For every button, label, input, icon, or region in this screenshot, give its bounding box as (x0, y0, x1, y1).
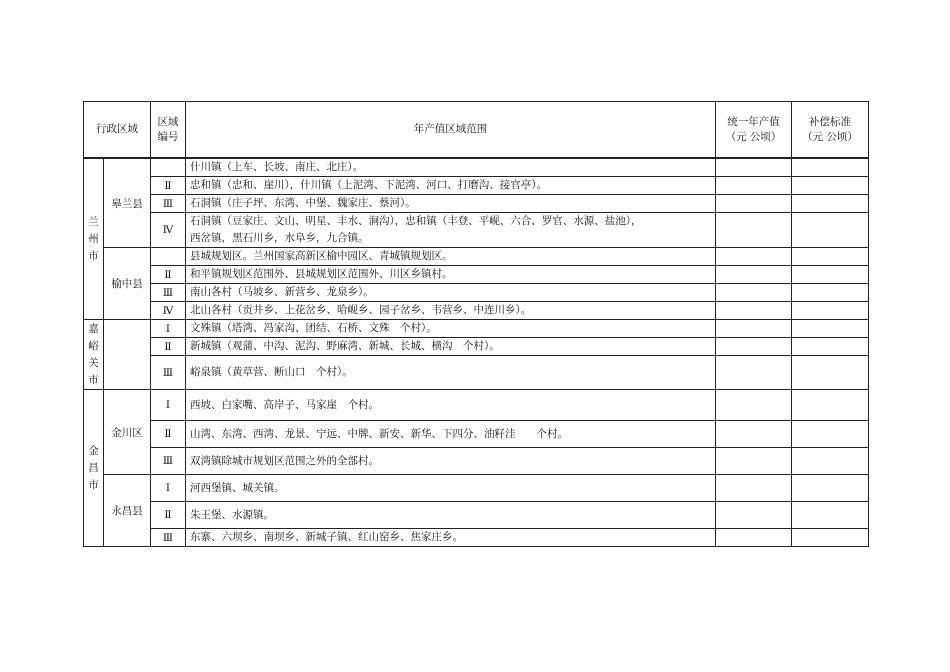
unified-value-cell (716, 195, 792, 213)
compensation-cell (792, 338, 869, 356)
compensation-cell (792, 302, 869, 320)
compensation-cell (792, 475, 869, 502)
header-compensation-line1: 补偿标准 (809, 115, 851, 128)
zone-scope: 山湾、东湾、西湾、龙景、宁远、中牌、新安、新华、下四分、油籽洼 个村。 (186, 421, 716, 448)
city-name-char: 州 (88, 232, 99, 245)
header-compensation (792, 102, 869, 159)
table-row (84, 213, 869, 248)
zone-scope (186, 213, 716, 248)
zone-scope: 双湾镇除城市规划区范围之外的全部村。 (186, 448, 716, 475)
zone-scope: 东寨、六坝乡、南坝乡、新城子镇、红山窑乡、焦家庄乡。 (186, 529, 716, 547)
table-row (84, 195, 869, 213)
city-name-char: 嘉 (88, 322, 99, 335)
zone-scope: 北山各村（贡井乡、上花岔乡、哈岘乡、园子岔乡、韦营乡、中连川乡）。 (186, 302, 716, 320)
compensation-cell (792, 177, 869, 195)
table-row (84, 448, 869, 475)
header-unified-value-line2: （元 公顷） (725, 130, 782, 143)
zone-scope: 朱王堡、水源镇。 (186, 502, 716, 529)
county-cell: 皋兰县 (104, 158, 151, 248)
zone-scope: 西坡、白家嘴、高岸子、马家崖 个村。 (186, 390, 716, 421)
compensation-cell (792, 158, 869, 177)
compensation-cell (792, 248, 869, 266)
zone-code: Ⅱ (151, 421, 186, 448)
zone-code: Ⅲ (151, 284, 186, 302)
compensation-cell (792, 421, 869, 448)
zone-code: Ⅲ (151, 448, 186, 475)
unified-value-cell (716, 338, 792, 356)
table-row (84, 502, 869, 529)
zone-scope: 峪泉镇（黄草营、断山口 个村）。 (186, 356, 716, 390)
unified-value-cell (716, 475, 792, 502)
zone-scope: 文殊镇（塔湾、冯家沟、团结、石桥、文殊 个村）。 (186, 320, 716, 338)
header-scope: 年产值区域范围 (186, 102, 716, 159)
unified-value-cell (716, 266, 792, 284)
header-unified-value (716, 102, 792, 159)
zone-code: Ⅰ (151, 390, 186, 421)
compensation-cell (792, 266, 869, 284)
unified-value-cell (716, 284, 792, 302)
city-cell-jiayuguan (84, 320, 104, 390)
unified-value-cell (716, 356, 792, 390)
unified-value-cell (716, 529, 792, 547)
unified-value-cell (716, 158, 792, 177)
table-row (84, 302, 869, 320)
unified-value-cell (716, 502, 792, 529)
zone-code (151, 248, 186, 266)
unified-value-cell (716, 390, 792, 421)
header-row (84, 102, 869, 159)
zone-code: Ⅲ (151, 529, 186, 547)
compensation-cell (792, 390, 869, 421)
city-name-char: 市 (88, 249, 99, 262)
city-name-char: 兰 (88, 215, 99, 228)
zone-scope: 和平镇规划区范围外、县城规划区范围外、川区乡镇村。 (186, 266, 716, 284)
table-row (84, 320, 869, 338)
county-cell: 金川区 (104, 390, 151, 475)
city-name-char: 关 (88, 356, 99, 369)
header-compensation-line2: （元 公顷） (802, 130, 858, 143)
zone-code: Ⅱ (151, 177, 186, 195)
compensation-cell (792, 213, 869, 248)
unified-value-cell (716, 302, 792, 320)
unified-value-cell (716, 248, 792, 266)
county-cell (104, 320, 151, 390)
city-name-char: 金 (88, 444, 99, 457)
zone-scope: 忠和镇（忠和、崖川），什川镇（上泥湾、下泥湾、河口、打磨沟、接官亭）。 (186, 177, 716, 195)
city-cell-lanzhou (84, 158, 104, 320)
zone-code: Ⅲ (151, 195, 186, 213)
table-row (84, 390, 869, 421)
compensation-cell (792, 195, 869, 213)
table-row (84, 356, 869, 390)
zone-scope: 新城镇（观蒲、中沟、泥沟、野麻湾、新城、长城、横沟 个村）。 (186, 338, 716, 356)
zone-code: Ⅰ (151, 320, 186, 338)
county-cell: 永昌县 (104, 475, 151, 547)
zone-code: Ⅳ (151, 213, 186, 248)
zone-code: Ⅳ (151, 302, 186, 320)
header-admin-region: 行政区域 (84, 102, 151, 159)
zone-code: Ⅱ (151, 502, 186, 529)
city-name-char: 昌 (88, 461, 99, 474)
city-name-char: 市 (88, 478, 99, 491)
county-cell: 榆中县 (104, 248, 151, 320)
compensation-cell (792, 502, 869, 529)
table-row (84, 177, 869, 195)
unified-value-cell (716, 213, 792, 248)
zone-scope: 河西堡镇、城关镇。 (186, 475, 716, 502)
zone-code: Ⅱ (151, 338, 186, 356)
compensation-cell (792, 529, 869, 547)
zone-scope: 县城规划区。兰州国家高新区榆中园区、青城镇规划区。 (186, 248, 716, 266)
table-row (84, 475, 869, 502)
compensation-table (83, 101, 869, 547)
zone-scope: 南山各村（马坡乡、新营乡、龙泉乡）。 (186, 284, 716, 302)
header-zone-code-line1: 区域 (157, 115, 179, 128)
zone-scope-line: 石洞镇（豆家庄、文山、明星、丰水、涧沟），忠和镇（丰登、平岘、六合、罗官、水源、盐池）， (190, 215, 642, 227)
city-name-char: 峪 (88, 339, 99, 352)
unified-value-cell (716, 320, 792, 338)
compensation-cell (792, 448, 869, 475)
header-unified-value-line1: 统一年产值 (727, 115, 780, 128)
unified-value-cell (716, 448, 792, 475)
table-row (84, 529, 869, 547)
table-row (84, 266, 869, 284)
table-row (84, 158, 869, 177)
zone-scope: 石洞镇（庄子坪、东湾、中堡、魏家庄、蔡河）。 (186, 195, 716, 213)
city-cell-jinchang (84, 390, 104, 547)
zone-scope-line: 西岔镇，黑石川乡，水阜乡，九合镇。 (190, 232, 369, 244)
zone-code: Ⅰ (151, 475, 186, 502)
zone-scope: 什川镇（上车、长坡、南庄、北庄）。 (186, 158, 716, 177)
table-row (84, 421, 869, 448)
header-zone-code (151, 102, 186, 159)
compensation-cell (792, 320, 869, 338)
compensation-cell (792, 284, 869, 302)
zone-code: Ⅲ (151, 356, 186, 390)
table-row (84, 284, 869, 302)
city-name-char: 市 (88, 373, 99, 386)
zone-code: Ⅱ (151, 266, 186, 284)
table-row (84, 338, 869, 356)
table-row (84, 248, 869, 266)
zone-code (151, 158, 186, 177)
unified-value-cell (716, 177, 792, 195)
unified-value-cell (716, 421, 792, 448)
header-zone-code-line2: 编号 (157, 130, 179, 143)
compensation-cell (792, 356, 869, 390)
